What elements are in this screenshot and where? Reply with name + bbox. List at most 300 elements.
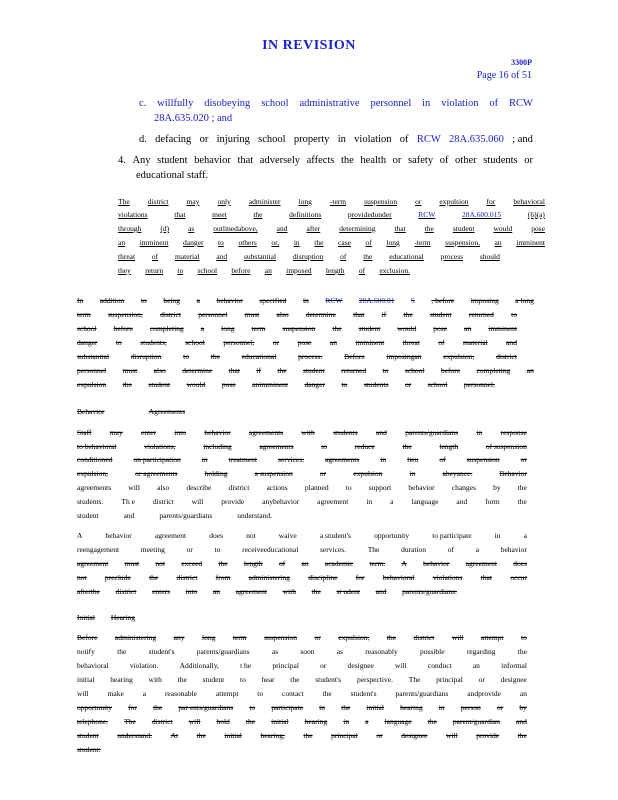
word: student [429, 310, 452, 319]
word: andprovide [467, 689, 502, 698]
word: the [196, 731, 206, 740]
word: school [185, 338, 205, 347]
word: a suspension [254, 469, 293, 478]
word: being [163, 296, 181, 305]
word: to [140, 296, 147, 305]
behavior-para-1-line [77, 497, 527, 506]
word: defacing [155, 134, 192, 145]
word: language [384, 717, 412, 726]
word: with [301, 428, 315, 437]
word: and [123, 511, 135, 520]
word: into [174, 428, 187, 437]
word: agreement [465, 559, 497, 568]
word: or [319, 469, 327, 478]
initial-hearing-line [77, 689, 527, 698]
word: an [494, 238, 502, 247]
word: conditioned [77, 455, 113, 464]
word: or [199, 134, 209, 145]
word: would [493, 224, 513, 233]
word: the [402, 442, 412, 451]
word: Staff [77, 428, 92, 437]
word: behavioral [382, 573, 415, 582]
word: contact [282, 689, 304, 698]
word: as [271, 647, 279, 656]
word: the [403, 310, 413, 319]
word: A [77, 531, 83, 540]
list-item-4 [118, 155, 533, 166]
word: disobeying [204, 98, 251, 109]
word: and [216, 252, 228, 261]
word: an [519, 689, 527, 698]
word: the [303, 731, 313, 740]
word: student: [77, 745, 101, 754]
word: other [455, 155, 477, 166]
word: attempt [481, 633, 504, 642]
page-number: Page 16 of 51 [476, 70, 532, 81]
word: person [460, 703, 481, 712]
word: imminent [488, 324, 517, 333]
word: administering [248, 573, 290, 582]
word: of [399, 134, 409, 145]
word: to [341, 380, 348, 389]
word: discipline [308, 573, 338, 582]
word: they [118, 266, 131, 275]
word: if [256, 366, 261, 375]
paragraph-2-line [77, 324, 517, 333]
behavior-para-1-line [77, 455, 527, 464]
word: imminent [516, 238, 545, 247]
word: district [160, 310, 181, 319]
behavior-para-2-line [77, 559, 527, 568]
word: determine [305, 310, 336, 319]
word: the [153, 703, 163, 712]
initial-hearing-line [77, 647, 527, 656]
word: behavioral [77, 661, 109, 670]
word: hearing, [260, 731, 285, 740]
word: to [218, 238, 224, 247]
word: or [415, 197, 422, 206]
word: not [246, 531, 256, 540]
word: the [427, 717, 437, 726]
word: initial [366, 703, 384, 712]
word: term. [369, 559, 386, 568]
word: actions [266, 483, 288, 492]
word: Behavior [499, 469, 527, 478]
word: to [257, 689, 264, 698]
word: for [486, 197, 496, 206]
word: the [424, 224, 434, 233]
word: a student's [319, 531, 351, 540]
word: in [343, 717, 350, 726]
word: student [358, 324, 381, 333]
word: that [480, 573, 492, 582]
word: others [238, 238, 257, 247]
word: suspension [264, 633, 298, 642]
word: for [355, 573, 365, 582]
word: designee [347, 661, 374, 670]
word: in [201, 455, 208, 464]
word: personnel [370, 98, 412, 109]
list-item-d [139, 134, 533, 145]
word: understand. [117, 731, 153, 740]
paragraph-2-line [77, 296, 534, 305]
word: in [319, 703, 325, 712]
word: substantial [77, 352, 110, 361]
word: the [290, 675, 300, 684]
word: danger [304, 380, 325, 389]
word: does [209, 531, 223, 540]
word: school [261, 98, 289, 109]
word: RCW [418, 210, 436, 219]
word: with [148, 675, 162, 684]
word: and [506, 338, 517, 347]
word: suspension, [445, 238, 480, 247]
word: outlinedabove, [213, 224, 258, 233]
word: students. [77, 497, 104, 506]
word: violations, [144, 442, 176, 451]
list-item-c [139, 98, 533, 109]
paragraph-1-line [118, 266, 410, 275]
word: 28A.635.060 [449, 134, 504, 145]
word: safety [408, 155, 434, 166]
word: that [174, 210, 186, 219]
word: behavioral [513, 197, 545, 206]
word: principal [272, 661, 299, 670]
word: student [77, 511, 99, 520]
word: also [157, 483, 170, 492]
word: district [152, 497, 174, 506]
word: pose [221, 380, 236, 389]
word: agreements [77, 483, 112, 492]
initial-hearing-line [77, 661, 527, 670]
word: to behavioral [77, 442, 117, 451]
word: expulsion [353, 469, 383, 478]
word: school [258, 134, 286, 145]
word: only [217, 197, 231, 206]
word: or [392, 155, 402, 166]
word: process. [298, 352, 323, 361]
word: initial [224, 731, 242, 740]
word: and [456, 497, 468, 506]
word: informal [501, 661, 527, 670]
word: threat [118, 252, 136, 261]
word: or [376, 731, 383, 740]
word: participate [271, 703, 303, 712]
word: will [128, 483, 140, 492]
word: from [215, 573, 231, 582]
word: a [365, 717, 369, 726]
word: student's [350, 689, 377, 698]
behavior-para-1-line [77, 469, 527, 478]
paragraph-1-line [118, 197, 545, 206]
word: by [493, 483, 501, 492]
word: (d) [160, 224, 170, 233]
word: will [77, 689, 89, 698]
word: agreements [248, 428, 284, 437]
word: through [118, 224, 142, 233]
word: the [363, 252, 373, 261]
word: administer [248, 197, 281, 206]
word: initial [271, 717, 289, 726]
word: RCW [416, 134, 441, 145]
word: by [519, 703, 527, 712]
word: any [173, 633, 185, 642]
word: and [376, 428, 387, 437]
word: ; and [512, 134, 533, 145]
word: Agreements [148, 407, 185, 416]
word: perspective. [356, 675, 393, 684]
word: property [293, 134, 330, 145]
word: agreement [77, 559, 109, 568]
word: parents/guardians [196, 647, 250, 656]
word: may [109, 428, 123, 437]
paragraph-1-line [118, 224, 545, 233]
behavior-para-2-line [77, 531, 527, 540]
behavior-para-1-line [77, 483, 527, 492]
word: district [176, 573, 198, 582]
word: the [517, 731, 527, 740]
word: hearing [110, 675, 133, 684]
word: imposing [470, 296, 499, 305]
word: the [386, 633, 396, 642]
list-item-c-cont: 28A.635.020 ; and [154, 113, 233, 124]
word: to [382, 366, 389, 375]
word: agreement [235, 587, 267, 596]
word: , before [431, 296, 455, 305]
paragraph-1-line [118, 210, 545, 219]
word: also [276, 310, 289, 319]
word: of [438, 338, 445, 347]
word: student [303, 366, 325, 375]
initial-hearing-line [77, 675, 527, 684]
word: returned [341, 366, 367, 375]
word: the [517, 497, 527, 506]
word: adversely [259, 155, 301, 166]
behavior-para-1-line [77, 442, 527, 451]
word: provide [221, 497, 245, 506]
word: or [478, 675, 485, 684]
word: in [438, 703, 445, 712]
word: pose [531, 224, 545, 233]
word: disruption [292, 252, 324, 261]
word: of [439, 155, 449, 166]
paragraph-2-line [77, 380, 495, 389]
word: enters [152, 587, 170, 596]
word: long [221, 324, 235, 333]
word: behavior [216, 296, 243, 305]
word: will [395, 661, 407, 670]
initial-hearing-line [77, 717, 527, 726]
word: of [439, 455, 446, 464]
word: to [321, 442, 328, 451]
word: The [118, 197, 130, 206]
word: of [447, 545, 454, 554]
word: health [360, 155, 387, 166]
word: that [228, 366, 240, 375]
behavior-agreements-heading [77, 407, 185, 416]
word: waive [278, 531, 297, 540]
word: lieu [407, 455, 419, 464]
word: hearing [304, 717, 328, 726]
word: should [479, 252, 500, 261]
word: soon [300, 647, 315, 656]
word: in [409, 469, 416, 478]
word: notify [77, 647, 95, 656]
word: before [440, 366, 461, 375]
word: danger [77, 338, 98, 347]
word: Any [132, 155, 151, 166]
word: or [404, 380, 412, 389]
word: length [325, 266, 345, 275]
word: and [516, 717, 527, 726]
word: district [496, 352, 517, 361]
word: that [353, 310, 365, 319]
word: language [411, 497, 439, 506]
initial-hearing-line [77, 633, 527, 642]
word: exceed [181, 559, 203, 568]
word: that [237, 155, 254, 166]
word: completing [149, 324, 184, 333]
word: district [228, 483, 250, 492]
initial-hearing-line [77, 745, 117, 754]
word: The [124, 717, 136, 726]
word: student [148, 380, 171, 389]
page-title: IN REVISION [262, 38, 356, 53]
word: of [340, 252, 347, 261]
paragraph-2-line [77, 310, 517, 319]
word: school [404, 366, 425, 375]
word: pose [433, 324, 447, 333]
word: make [107, 689, 124, 698]
word: in [366, 497, 373, 506]
word: st udent [336, 587, 360, 596]
word: a [200, 324, 205, 333]
word: -term [414, 238, 431, 247]
word: holding [204, 469, 228, 478]
word: would [397, 324, 417, 333]
word: opportunity [77, 703, 112, 712]
word: services. [319, 545, 347, 554]
word: hear [261, 675, 275, 684]
word: the [277, 366, 287, 375]
word: or [314, 633, 321, 642]
word: Initial [77, 613, 95, 622]
word: length [243, 559, 263, 568]
word: pose [297, 338, 312, 347]
word: In [77, 296, 84, 305]
word: describe [186, 483, 212, 492]
word: imminent [355, 338, 385, 347]
word: the [517, 647, 527, 656]
word: student [157, 155, 188, 166]
word: Behavior [77, 407, 105, 416]
word: agreement [154, 531, 187, 540]
initial-hearing-line [77, 731, 527, 740]
word: disruption [130, 352, 162, 361]
word: district [413, 633, 435, 642]
word: personnel [198, 310, 228, 319]
word: students, [140, 338, 167, 347]
word: services, [278, 455, 305, 464]
word: Hearing [110, 613, 135, 622]
word: telephone. [77, 717, 109, 726]
word: reduce [354, 442, 375, 451]
word: in [422, 98, 431, 109]
word: the [122, 380, 132, 389]
word: will [451, 633, 464, 642]
word: addition [99, 296, 125, 305]
word: expulsion [77, 380, 107, 389]
word: personnel, [223, 338, 255, 347]
word: parents/guardians [405, 428, 459, 437]
policy-code: 3300P [511, 58, 532, 67]
word: behavior [204, 428, 231, 437]
word: parents/guardians [395, 689, 449, 698]
word: long [202, 633, 216, 642]
word: before [113, 324, 133, 333]
word: before [231, 266, 251, 275]
word: suspension [466, 455, 500, 464]
word: attempt [215, 689, 239, 698]
word: a [390, 497, 394, 506]
word: the [322, 689, 332, 698]
word: of [365, 238, 372, 247]
word: duration [401, 545, 427, 554]
word: of suspension [485, 442, 527, 451]
word: or [272, 338, 280, 347]
word: planned [304, 483, 329, 492]
word: to [214, 545, 221, 554]
word: must [124, 559, 140, 568]
word: in [293, 238, 300, 247]
paragraph-1-line [118, 252, 500, 261]
word: affects [306, 155, 335, 166]
word: the [253, 210, 263, 219]
word: violation [441, 98, 479, 109]
word: danger [183, 238, 204, 247]
behavior-para-2-line [77, 587, 457, 596]
word: will [191, 497, 204, 506]
word: suspension, [108, 310, 143, 319]
word: must [244, 310, 260, 319]
word: educational [241, 352, 277, 361]
word: students [333, 428, 358, 437]
word: or agreements [135, 469, 178, 478]
behavior-para-2-line [77, 545, 527, 554]
word: RCW [509, 98, 533, 109]
word: (6)(a) [527, 210, 545, 219]
word: Before [77, 633, 98, 642]
word: the [149, 573, 159, 582]
word: hearing [400, 703, 423, 712]
word: understand. [237, 511, 272, 520]
word: or [320, 661, 327, 670]
word: the [177, 675, 187, 684]
word: the [517, 483, 527, 492]
word: and [276, 224, 288, 233]
word: reasonably [365, 647, 398, 656]
word: as [188, 224, 195, 233]
word: occur [510, 573, 527, 582]
word: may [186, 197, 200, 206]
word: the [218, 559, 228, 568]
word: providedunder [347, 210, 392, 219]
word: in [476, 428, 483, 437]
word: agreement [317, 497, 349, 506]
word: an [464, 324, 472, 333]
word: an [118, 238, 126, 247]
word: an [526, 366, 534, 375]
